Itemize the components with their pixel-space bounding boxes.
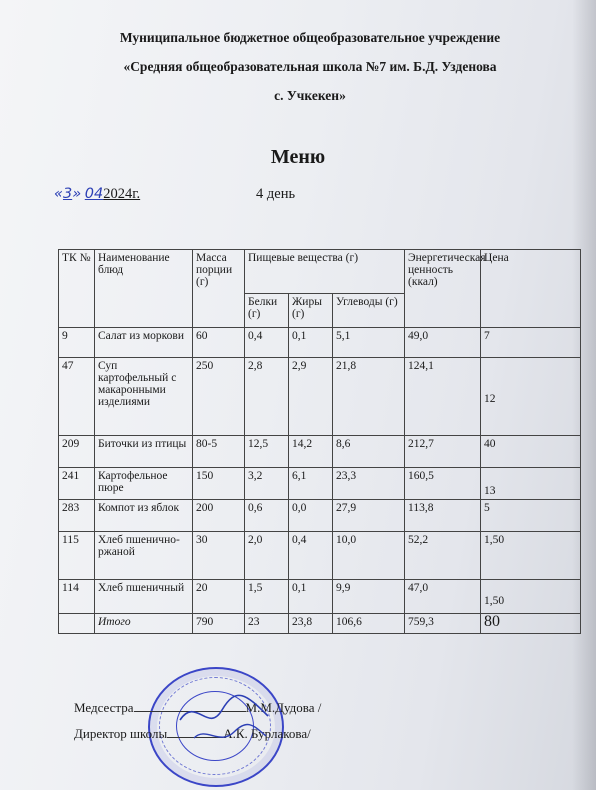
cell-name: Хлеб пшенично-ржаной <box>95 532 193 580</box>
cell-price: 7 <box>481 328 581 358</box>
date-month: 04 <box>84 186 104 202</box>
cell-tk <box>59 614 95 634</box>
cell-mass: 30 <box>193 532 245 580</box>
total-carbs: 106,6 <box>333 614 405 634</box>
cell-carbs: 8,6 <box>333 436 405 468</box>
cell-protein: 1,5 <box>245 580 289 614</box>
cell-mass: 250 <box>193 358 245 436</box>
cell-price: 5 <box>481 500 581 532</box>
cell-energy: 113,8 <box>405 500 481 532</box>
cell-tk: 114 <box>59 580 95 614</box>
table-row <box>59 358 581 436</box>
cell-mass: 80-5 <box>193 436 245 468</box>
cell-tk: 115 <box>59 532 95 580</box>
menu-date <box>54 186 140 203</box>
cell-protein: 12,5 <box>245 436 289 468</box>
cell-carbs: 10,0 <box>333 532 405 580</box>
cell-fat: 0,4 <box>289 532 333 580</box>
cell-carbs: 21,8 <box>333 358 405 436</box>
date-quote-close: » <box>72 186 82 202</box>
cell-name: Биточки из птицы <box>95 436 193 468</box>
cell-price: 1,50 <box>481 580 581 614</box>
page-title: Меню <box>270 146 326 168</box>
cell-energy: 160,5 <box>405 468 481 500</box>
signature-scribble <box>176 686 276 750</box>
total-label: Итого <box>95 614 193 634</box>
menu-table <box>58 249 581 634</box>
total-fat: 23,8 <box>289 614 333 634</box>
cell-fat: 0,1 <box>289 328 333 358</box>
table-row <box>59 580 581 614</box>
cell-energy: 47,0 <box>405 580 481 614</box>
header-carbs: Углеводы (г) <box>333 294 405 328</box>
table-row <box>59 468 581 500</box>
header-line-3: с. Учкекен» <box>274 88 346 103</box>
cell-carbs: 27,9 <box>333 500 405 532</box>
header-line-1: Муниципальное бюджетное общеобразовательное учреждение <box>119 30 501 45</box>
director-label: Директор школы <box>74 726 168 741</box>
cell-fat: 0,1 <box>289 580 333 614</box>
total-protein: 23 <box>245 614 289 634</box>
cell-tk: 283 <box>59 500 95 532</box>
header-energy: Энергетическая ценность (ккал) <box>405 250 481 328</box>
cell-carbs: 5,1 <box>333 328 405 358</box>
cell-name: Картофельное пюре <box>95 468 193 500</box>
table-row <box>59 328 581 358</box>
cell-price: 40 <box>481 436 581 468</box>
cell-protein: 3,2 <box>245 468 289 500</box>
cell-energy: 124,1 <box>405 358 481 436</box>
cell-name: Хлеб пшеничный <box>95 580 193 614</box>
table-row <box>59 532 581 580</box>
cell-protein: 0,4 <box>245 328 289 358</box>
cell-protein: 2,8 <box>245 358 289 436</box>
total-mass: 790 <box>193 614 245 634</box>
cell-name: Компот из яблок <box>95 500 193 532</box>
cell-energy: 52,2 <box>405 532 481 580</box>
cell-name: Салат из моркови <box>95 328 193 358</box>
cell-tk: 9 <box>59 328 95 358</box>
menu-day-label: 4 день <box>256 186 296 202</box>
cell-price: 13 <box>481 468 581 500</box>
cell-mass: 60 <box>193 328 245 358</box>
header-price: Цена <box>481 250 581 328</box>
cell-protein: 2,0 <box>245 532 289 580</box>
cell-fat: 2,9 <box>289 358 333 436</box>
cell-tk: 209 <box>59 436 95 468</box>
nurse-name: М.М.Дудова / <box>245 700 322 715</box>
cell-price: 1,50 <box>481 532 581 580</box>
cell-name: Суп картофельный с макаронными изделиями <box>95 358 193 436</box>
cell-mass: 200 <box>193 500 245 532</box>
header-protein: Белки (г) <box>245 294 289 328</box>
cell-mass: 20 <box>193 580 245 614</box>
total-energy: 759,3 <box>405 614 481 634</box>
header-fat: Жиры (г) <box>289 294 333 328</box>
table-total-row <box>59 614 581 634</box>
cell-carbs: 23,3 <box>333 468 405 500</box>
cell-protein: 0,6 <box>245 500 289 532</box>
director-name: А.К. Бурлакова/ <box>223 726 311 741</box>
nurse-label: Медсестра <box>74 700 134 715</box>
date-year: 2024г. <box>103 186 141 202</box>
cell-price: 12 <box>481 358 581 436</box>
header-line-2: «Средняя общеобразовательная школа №7 им. Б.Д. Узденова <box>123 59 497 74</box>
cell-energy: 49,0 <box>405 328 481 358</box>
cell-fat: 14,2 <box>289 436 333 468</box>
table-row <box>59 436 581 468</box>
total-price: 80 <box>481 614 581 634</box>
cell-fat: 6,1 <box>289 468 333 500</box>
date-quote-open: « <box>54 186 63 202</box>
table-row <box>59 500 581 532</box>
cell-energy: 212,7 <box>405 436 481 468</box>
header-name: Наименование блюд <box>95 250 193 328</box>
cell-tk: 241 <box>59 468 95 500</box>
header-mass: Масса порции (г) <box>193 250 245 328</box>
cell-fat: 0,0 <box>289 500 333 532</box>
cell-mass: 150 <box>193 468 245 500</box>
header-tk: ТК № <box>59 250 95 328</box>
header-nutrients: Пищевые вещества (г) <box>245 250 405 294</box>
cell-carbs: 9,9 <box>333 580 405 614</box>
cell-tk: 47 <box>59 358 95 436</box>
date-day: 3 <box>62 186 73 202</box>
